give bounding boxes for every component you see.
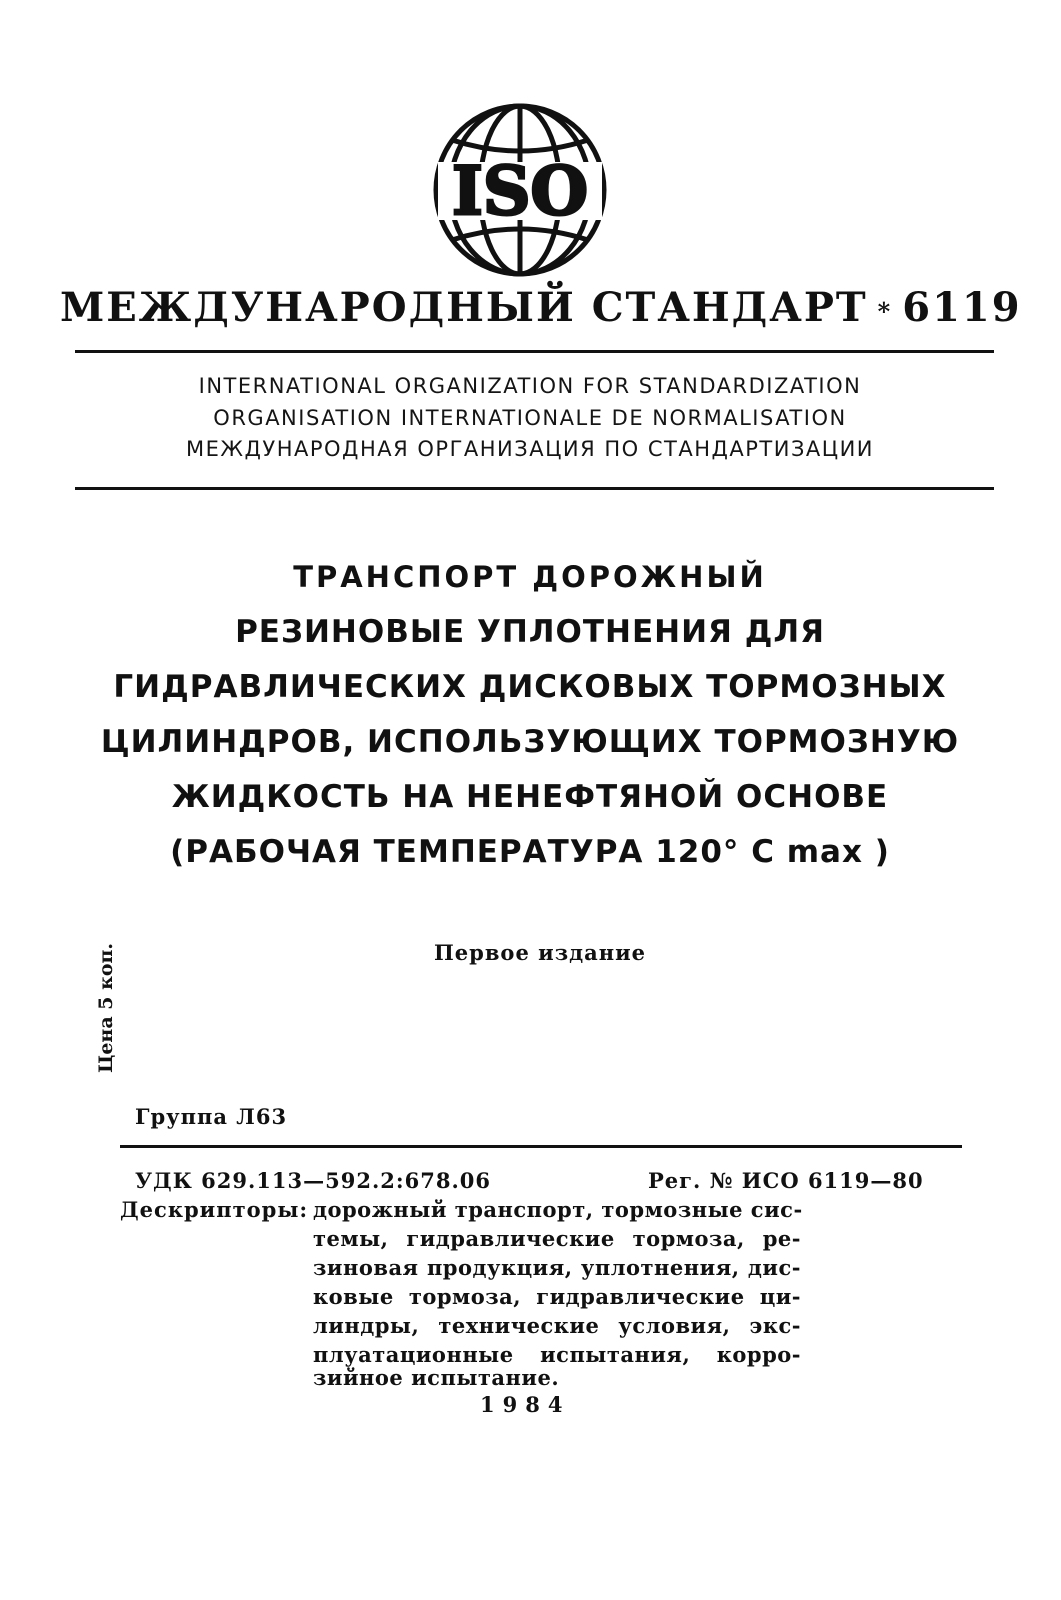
middle-rule: [75, 487, 994, 490]
publication-year: 1984: [480, 1392, 571, 1417]
title-line-5: ЖИДКОСТЬ НА НЕНЕФТЯНОЙ ОСНОВЕ: [171, 779, 889, 815]
price-text: Цена 5 коп.: [95, 942, 117, 1073]
iso-globe-icon: [430, 100, 610, 280]
descriptor-line: ковые тормоза, гидравлические ци-: [313, 1284, 801, 1309]
iso-logo-text: ISO: [451, 152, 589, 230]
price-note: [86, 940, 126, 1075]
udk-code: УДК 629.113—592.2:678.06: [135, 1168, 491, 1193]
edition-label: Первое издание: [433, 940, 647, 965]
descriptor-line: зийное испытание.: [313, 1365, 560, 1390]
organization-russian: МЕЖДУНАРОДНАЯ ОРГАНИЗАЦИЯ ПО СТАНДАРТИЗАЦИИ: [185, 437, 875, 461]
descriptors-label: Дескрипторы:: [120, 1197, 309, 1222]
standard-number: 6119: [902, 284, 1022, 331]
descriptor-line: темы, гидравлические тормоза, ре-: [313, 1226, 801, 1251]
title-line-1: ТРАНСПОРТ ДОРОЖНЫЙ: [293, 560, 767, 594]
title-line-2: РЕЗИНОВЫЕ УПЛОТНЕНИЯ ДЛЯ: [235, 614, 825, 650]
title-line-3: ГИДРАВЛИЧЕСКИХ ДИСКОВЫХ ТОРМОЗНЫХ: [113, 669, 947, 705]
group-label: Группа Л63: [135, 1104, 288, 1129]
descriptor-line: дорожный транспорт, тормозные сис-: [313, 1197, 803, 1222]
organization-french: ORGANISATION INTERNATIONALE DE NORMALISATION: [213, 406, 847, 430]
registration-number: Рег. № ИСО 6119—80: [648, 1168, 924, 1193]
standard-header: [60, 284, 1022, 331]
organization-english: INTERNATIONAL ORGANIZATION FOR STANDARDIZATION: [198, 374, 862, 398]
descriptor-line: плуатационные испытания, корро-: [313, 1342, 801, 1367]
standard-title: МЕЖДУНАРОДНЫЙ СТАНДАРТ: [60, 284, 868, 331]
descriptor-line: линдры, технические условия, экс-: [313, 1313, 801, 1338]
star-mark: *: [877, 296, 893, 326]
top-rule: [75, 350, 994, 353]
descriptor-line: зиновая продукция, уплотнения, дис-: [313, 1255, 801, 1280]
iso-logo: [430, 100, 610, 280]
title-line-6: (РАБОЧАЯ ТЕМПЕРАТУРА 120° C max ): [170, 834, 890, 870]
title-line-4: ЦИЛИНДРОВ, ИСПОЛЬЗУЮЩИХ ТОРМОЗНУЮ: [100, 724, 960, 760]
bottom-rule: [120, 1145, 962, 1148]
